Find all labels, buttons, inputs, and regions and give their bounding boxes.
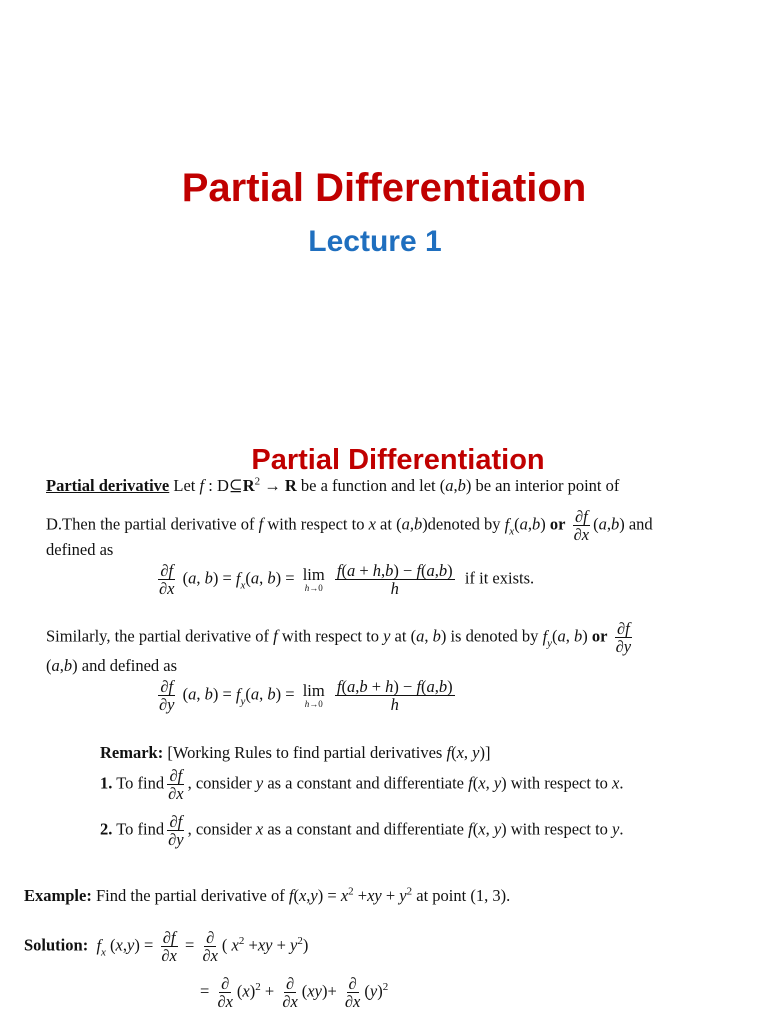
example-line: Example: Find the partial derivative of $f(x,y) = x^2 +xy + y^2$ at point (1, 3). <box>24 885 511 905</box>
remark-label: Remark: <box>100 743 164 762</box>
remark-line: Remark: [Working Rules to find partial derivatives f(x, y)] <box>100 743 491 762</box>
solution-label: Solution: <box>24 935 89 955</box>
remark-rule-2: 2. To find $\frac{\partial f}{\partial y}$ , consider x as a constant and differentiate f(x, y) with respect to y. <box>100 812 624 850</box>
slide-subtitle: Lecture 1 <box>308 225 442 258</box>
definition-line-2: D.Then the partial derivative of f with respect to x at (a,b)denoted by $f_x(a,b)$ or $\frac{\partial f}{\partial x}$ (a,b) and <box>46 507 653 545</box>
remark-rule-1: 1. To find $\frac{\partial f}{\partial x}$ , consider y as a constant and differentiate f(x, y) with respect to x. <box>100 766 624 804</box>
definition-line-3: defined as <box>46 540 114 559</box>
formula-partial-x: $\frac{\partial f}{\partial x}$ (a, $b) = f_x(a$, b) = lim h→0 $\frac{f(a + h,b) - f(a,b)}{h}$ if it exists. <box>159 561 535 599</box>
solution-line-1: Solution: $f_x$ (x,y) = $\frac{\partial f}{\partial x}$ = $\frac{\partial}{\partial x}$ ( $x^2 +xy + y^2$) <box>24 928 309 966</box>
section-title: Partial Differentiation <box>251 444 545 476</box>
definition-term: Partial derivative <box>46 476 170 495</box>
definition-line-5: (a,b) and defined as <box>46 656 178 675</box>
formula-partial-y: $\frac{\partial f}{\partial y}$ (a, $b) = f_y(a$, b) = lim h→0 $\frac{f(a,b + h) - f(a,b)}{h}$ <box>159 677 453 715</box>
slide-title: Partial Differentiation <box>181 166 587 210</box>
example-label: Example: <box>24 886 92 905</box>
solution-line-2: = $\frac{\partial}{\partial x}$ $(x)^2$ + $\frac{\partial}{\partial x}$ (xy)+ $\frac{\partial}{\partial x}$ $(y)^2$ <box>200 974 389 1012</box>
definition-line-1: Partial derivative Let f : $D⊆R^2 \to R$ be a function and let (a,b) be an interior point of <box>46 475 620 495</box>
definition-line-4: Similarly, the partial derivative of f with respect to y at (a, b) is denoted by $f_y(a$, b) or $\frac{\partial f}{\partial y}$ <box>46 619 632 657</box>
